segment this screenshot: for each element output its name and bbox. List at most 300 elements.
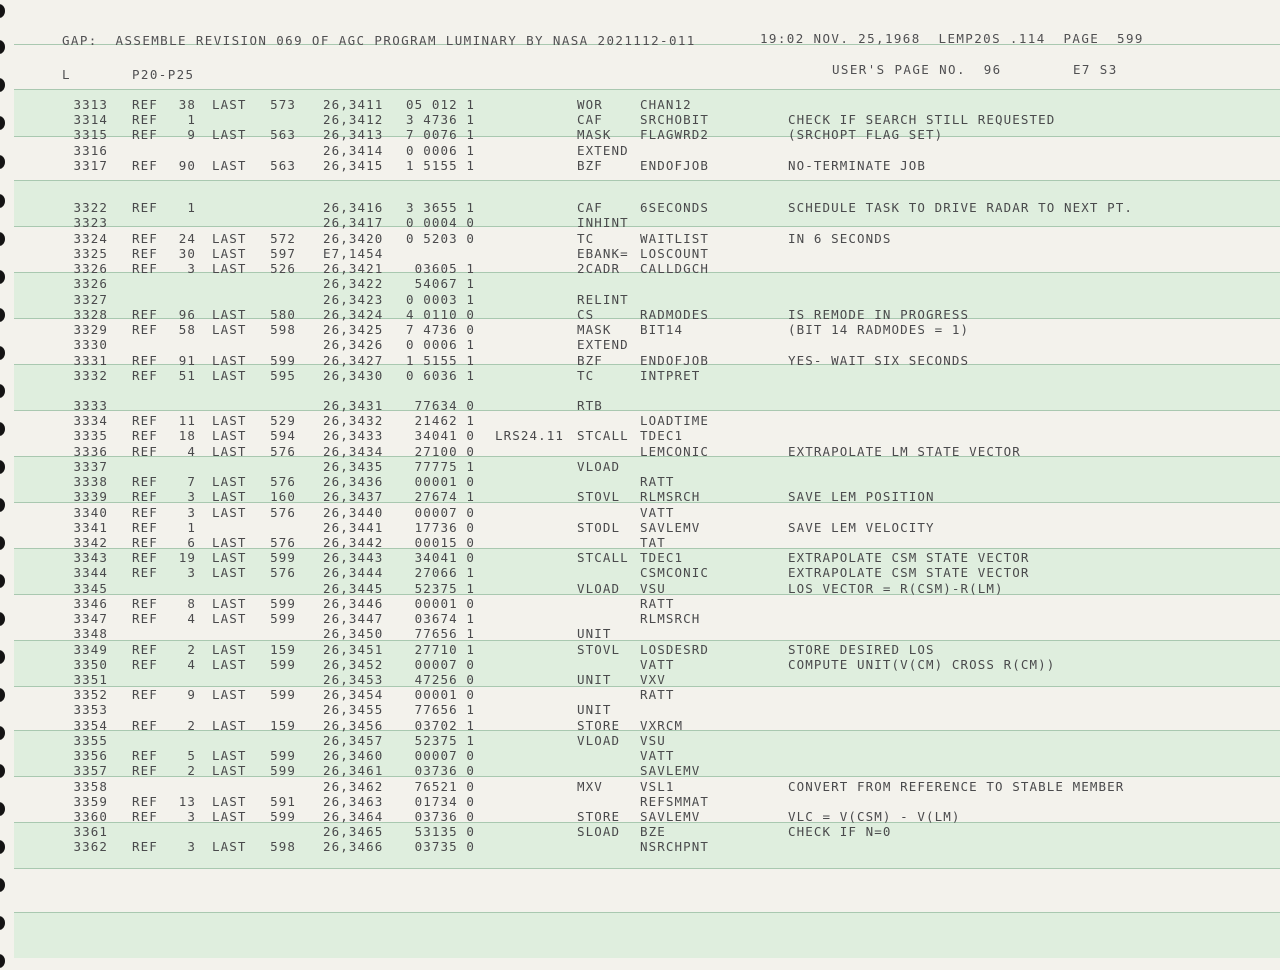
line-number: 3344 [73,565,108,581]
listing-row [0,337,1280,352]
line-number: 3340 [73,504,108,520]
octal-code: 34041 0 [414,550,475,566]
line-number: 3322 [73,200,108,215]
ref-keyword: REF [132,717,158,733]
opcode: TC [577,367,595,383]
address: 26,3450 [323,626,384,642]
address: 26,3464 [323,808,384,824]
line-number: 3334 [73,413,108,429]
comment: SCHEDULE TASK TO DRIVE RADAR TO NEXT PT. [788,200,1134,215]
line-number: 3328 [73,306,108,322]
ref-keyword: REF [132,97,158,112]
octal-code: 00007 0 [414,656,475,672]
address: 26,3441 [323,519,384,535]
octal-code: 03702 1 [414,717,475,733]
address: 26,3413 [323,127,384,143]
last-keyword: LAST [212,687,247,703]
address: 26,3417 [323,215,384,231]
ref-keyword: REF [132,352,158,368]
last-page: 576 [270,534,296,550]
address: 26,3455 [323,702,384,718]
octal-code: 0 6036 1 [405,367,475,383]
listing-row [0,428,1280,443]
address: 26,3462 [323,778,384,794]
opcode: EBANK= [577,245,629,261]
address: 26,3415 [323,157,384,173]
listing-row [0,824,1280,839]
listing-row [0,127,1280,142]
ref-count: 8 [187,595,196,611]
last-keyword: LAST [212,428,247,444]
address: E7,1454 [323,245,384,261]
ref-keyword: REF [132,245,158,261]
opcode: WOR [577,97,603,112]
listing-row [0,794,1280,809]
header-listing-flag: L [62,67,71,82]
operand: RATT [640,687,675,703]
listing-row [0,368,1280,383]
address: 26,3416 [323,200,384,215]
last-keyword: LAST [212,489,247,505]
address: 26,3445 [323,580,384,596]
line-number: 3354 [73,717,108,733]
address: 26,3433 [323,428,384,444]
ref-keyword: REF [132,112,158,128]
listing-row [0,292,1280,307]
ref-keyword: REF [132,519,158,535]
ref-keyword: REF [132,127,158,143]
octal-code: 17736 0 [414,519,475,535]
listing-row [0,596,1280,611]
comment: EXTRAPOLATE CSM STATE VECTOR [788,550,1030,566]
octal-code: 3 4736 1 [405,112,475,128]
operand: LEMCONIC [640,443,710,459]
operand: RATT [640,595,675,611]
ref-keyword: REF [132,687,158,703]
opcode: STODL [577,519,621,535]
operand: VSU [640,580,666,596]
opcode: MASK [577,127,612,143]
listing-row [0,672,1280,687]
last-page: 576 [270,565,296,581]
ref-count: 3 [187,839,196,855]
listing-row [0,779,1280,794]
line-number: 3343 [73,550,108,566]
opcode: CS [577,306,595,322]
address: 26,3414 [323,142,384,158]
octal-code: 27710 1 [414,641,475,657]
feed-hole [0,40,5,54]
last-page: 529 [270,413,296,429]
operand: VATT [640,656,675,672]
last-page: 599 [270,748,296,764]
last-page: 576 [270,504,296,520]
header-timestamp-page: 19:02 NOV. 25,1968 LEMP20S .114 PAGE 599 [760,31,1144,46]
listing-row [0,459,1280,474]
last-page: 598 [270,322,296,337]
octal-code: 03674 1 [414,611,475,627]
octal-code: 77656 1 [414,626,475,642]
comment: COMPUTE UNIT(V(CM) CROSS R(CM)) [788,656,1056,672]
opcode: VLOAD [577,458,621,474]
line-number: 3335 [73,428,108,444]
opcode: MXV [577,778,603,794]
line-number: 3342 [73,534,108,550]
ref-count: 3 [187,489,196,505]
ref-count: 1 [187,112,196,128]
listing-row [0,322,1280,337]
ref-keyword: REF [132,200,158,215]
line-number: 3317 [73,157,108,173]
listing-row [0,748,1280,763]
address: 26,3442 [323,534,384,550]
last-page: 599 [270,595,296,611]
operand: CSMCONIC [640,565,710,581]
octal-code: 3 3655 1 [405,200,475,215]
line-number: 3338 [73,474,108,490]
ref-count: 24 [178,230,196,246]
opcode: UNIT [577,671,612,687]
ref-count: 11 [178,413,196,429]
last-page: 598 [270,839,296,855]
octal-code: 0 0006 1 [405,337,475,353]
address: 26,3437 [323,489,384,505]
octal-code: 7 4736 0 [405,322,475,337]
listing-row [0,520,1280,535]
opcode: CAF [577,200,603,215]
address: 26,3425 [323,322,384,337]
ref-keyword: REF [132,808,158,824]
operand: VSU [640,732,666,748]
ref-keyword: REF [132,261,158,276]
address: 26,3430 [323,367,384,383]
opcode: VLOAD [577,580,621,596]
operand: SRCHOBIT [640,112,710,128]
line-number: 3358 [73,778,108,794]
address: 26,3412 [323,112,384,128]
operand: BIT14 [640,322,684,337]
line-number: 3331 [73,352,108,368]
octal-code: 52375 1 [414,732,475,748]
address: 26,3427 [323,352,384,368]
address: 26,3461 [323,763,384,779]
last-keyword: LAST [212,763,247,779]
operand: WAITLIST [640,230,710,246]
last-keyword: LAST [212,443,247,459]
line-number: 3357 [73,763,108,779]
address: 26,3457 [323,732,384,748]
ref-keyword: REF [132,489,158,505]
octal-code: 1 5155 1 [405,157,475,173]
operand: SAVLEMV [640,808,701,824]
listing-row [0,657,1280,672]
ref-keyword: REF [132,534,158,550]
listing-row [0,611,1280,626]
comment: IN 6 SECONDS [788,230,892,246]
octal-code: 0 0003 1 [405,291,475,307]
comment: LOS VECTOR = R(CSM)-R(LM) [788,580,1004,596]
line-number: 3323 [73,215,108,231]
line-number: 3327 [73,291,108,307]
listing-row [0,200,1280,215]
last-keyword: LAST [212,127,247,143]
listing-row [0,581,1280,596]
octal-code: 27066 1 [414,565,475,581]
octal-code: 00001 0 [414,595,475,611]
operand: CHAN12 [640,97,692,112]
address: 26,3411 [323,97,384,112]
address: 26,3434 [323,443,384,459]
last-page: 599 [270,808,296,824]
listing-row [0,158,1280,173]
header-title: GAP: ASSEMBLE REVISION 069 OF AGC PROGRAM LUMINARY BY NASA 2021112-011 [62,33,696,48]
operand: LOSDESRD [640,641,710,657]
operand: TAT [640,534,666,550]
ref-keyword: REF [132,611,158,627]
octal-code: 00001 0 [414,687,475,703]
last-keyword: LAST [212,261,247,276]
ref-count: 19 [178,550,196,566]
operand: LOSCOUNT [640,245,710,261]
octal-code: 27100 0 [414,443,475,459]
last-page: 594 [270,428,296,444]
line-number: 3330 [73,337,108,353]
last-page: 159 [270,717,296,733]
listing-row [0,550,1280,565]
operand: TDEC1 [640,428,684,444]
listing-row [0,112,1280,127]
comment: VLC = V(CSM) - V(LM) [788,808,961,824]
last-page: 580 [270,306,296,322]
line-number: 3360 [73,808,108,824]
ref-keyword: REF [132,839,158,855]
octal-code: 1 5155 1 [405,352,475,368]
listing-row [0,505,1280,520]
last-keyword: LAST [212,656,247,672]
line-number: 3326 [73,276,108,292]
address: 26,3423 [323,291,384,307]
line-number: 3356 [73,748,108,764]
green-rule [14,180,1280,181]
last-page: 159 [270,641,296,657]
octal-code: 76521 0 [414,778,475,794]
last-page: 573 [270,97,296,112]
listing-row [0,535,1280,550]
ref-count: 2 [187,641,196,657]
last-keyword: LAST [212,352,247,368]
last-page: 563 [270,157,296,173]
ref-count: 91 [178,352,196,368]
comment: NO-TERMINATE JOB [788,157,927,173]
listing-row [0,215,1280,230]
octal-code: 53135 0 [414,824,475,840]
line-number: 3341 [73,519,108,535]
ref-count: 3 [187,565,196,581]
ref-count: 7 [187,474,196,490]
octal-code: 21462 1 [414,413,475,429]
address: 26,3460 [323,748,384,764]
listing-row [0,307,1280,322]
opcode: TC [577,230,595,246]
address: 26,3431 [323,398,384,413]
operand: INTPRET [640,367,701,383]
ref-count: 2 [187,763,196,779]
comment: EXTRAPOLATE LM STATE VECTOR [788,443,1021,459]
octal-code: 7 0076 1 [405,127,475,143]
ref-count: 4 [187,443,196,459]
address: 26,3440 [323,504,384,520]
listing-row [0,687,1280,702]
operand: ENDOFJOB [640,352,710,368]
octal-code: 05 012 1 [405,97,475,112]
line-number: 3329 [73,322,108,337]
octal-code: 4 0110 0 [405,306,475,322]
listing-row [0,733,1280,748]
last-keyword: LAST [212,595,247,611]
listing-row [0,565,1280,580]
listing-row [0,702,1280,717]
opcode: STCALL [577,428,629,444]
listing-row [0,489,1280,504]
line-number: 3336 [73,443,108,459]
ref-keyword: REF [132,474,158,490]
line-number: 3325 [73,245,108,261]
green-rule [14,89,1280,90]
opcode: RTB [577,398,603,413]
ref-count: 51 [178,367,196,383]
ref-keyword: REF [132,157,158,173]
operand: VATT [640,748,675,764]
feed-hole [0,4,5,18]
listing-row [0,474,1280,489]
opcode: BZF [577,157,603,173]
last-keyword: LAST [212,611,247,627]
opcode: STCALL [577,550,629,566]
line-number: 3359 [73,793,108,809]
ref-count: 1 [187,200,196,215]
octal-code: 77656 1 [414,702,475,718]
feed-hole [0,878,5,892]
last-keyword: LAST [212,322,247,337]
octal-code: 27674 1 [414,489,475,505]
line-number: 3361 [73,824,108,840]
line-number: 3352 [73,687,108,703]
octal-code: 00007 0 [414,748,475,764]
line-number: 3350 [73,656,108,672]
listing-row [0,763,1280,778]
line-number: 3314 [73,112,108,128]
operand: RATT [640,474,675,490]
octal-code: 0 0004 0 [405,215,475,231]
octal-code: 00001 0 [414,474,475,490]
address: 26,3463 [323,793,384,809]
comment: (SRCHOPT FLAG SET) [788,127,944,143]
line-number: 3346 [73,595,108,611]
ref-keyword: REF [132,504,158,520]
last-page: 591 [270,793,296,809]
green-band [14,912,1280,958]
listing-row [0,353,1280,368]
address: 26,3435 [323,458,384,474]
octal-code: 34041 0 [414,428,475,444]
listing-row [0,839,1280,854]
last-keyword: LAST [212,748,247,764]
last-keyword: LAST [212,534,247,550]
listing-row [0,398,1280,413]
last-page: 572 [270,230,296,246]
ref-keyword: REF [132,748,158,764]
ref-keyword: REF [132,550,158,566]
address: 26,3465 [323,824,384,840]
feed-hole [0,916,5,930]
octal-code: 00015 0 [414,534,475,550]
listing-row [0,246,1280,261]
last-keyword: LAST [212,413,247,429]
listing-row [0,642,1280,657]
ref-keyword: REF [132,322,158,337]
feed-hole [0,78,5,92]
ref-keyword: REF [132,763,158,779]
ref-count: 9 [187,127,196,143]
ref-count: 9 [187,687,196,703]
last-keyword: LAST [212,230,247,246]
opcode: INHINT [577,215,629,231]
last-page: 563 [270,127,296,143]
ref-count: 4 [187,611,196,627]
last-keyword: LAST [212,474,247,490]
ref-count: 18 [178,428,196,444]
operand: SAVLEMV [640,519,701,535]
line-number: 3326 [73,261,108,276]
opcode: STORE [577,717,621,733]
last-keyword: LAST [212,245,247,261]
ref-keyword: REF [132,793,158,809]
address: 26,3422 [323,276,384,292]
last-keyword: LAST [212,367,247,383]
listing-row [0,143,1280,158]
operand: CALLDGCH [640,261,710,276]
operand: 6SECONDS [640,200,710,215]
opcode: UNIT [577,626,612,642]
green-rule [14,868,1280,869]
operand: VXV [640,671,666,687]
comment: EXTRAPOLATE CSM STATE VECTOR [788,565,1030,581]
listing-row [0,444,1280,459]
last-page: 597 [270,245,296,261]
line-number: 3349 [73,641,108,657]
opcode: STOVL [577,489,621,505]
ref-keyword: REF [132,367,158,383]
address: 26,3451 [323,641,384,657]
ref-keyword: REF [132,443,158,459]
octal-code: 54067 1 [414,276,475,292]
last-keyword: LAST [212,97,247,112]
line-number: 3351 [73,671,108,687]
opcode: 2CADR [577,261,621,276]
comment: SAVE LEM VELOCITY [788,519,935,535]
ref-count: 3 [187,504,196,520]
ref-count: 4 [187,656,196,672]
address: 26,3420 [323,230,384,246]
comment: IS REMODE IN PROGRESS [788,306,970,322]
ref-keyword: REF [132,656,158,672]
operand: TDEC1 [640,550,684,566]
address: 26,3432 [323,413,384,429]
operand: FLAGWRD2 [640,127,710,143]
ref-count: 6 [187,534,196,550]
ref-keyword: REF [132,428,158,444]
operand: BZE [640,824,666,840]
